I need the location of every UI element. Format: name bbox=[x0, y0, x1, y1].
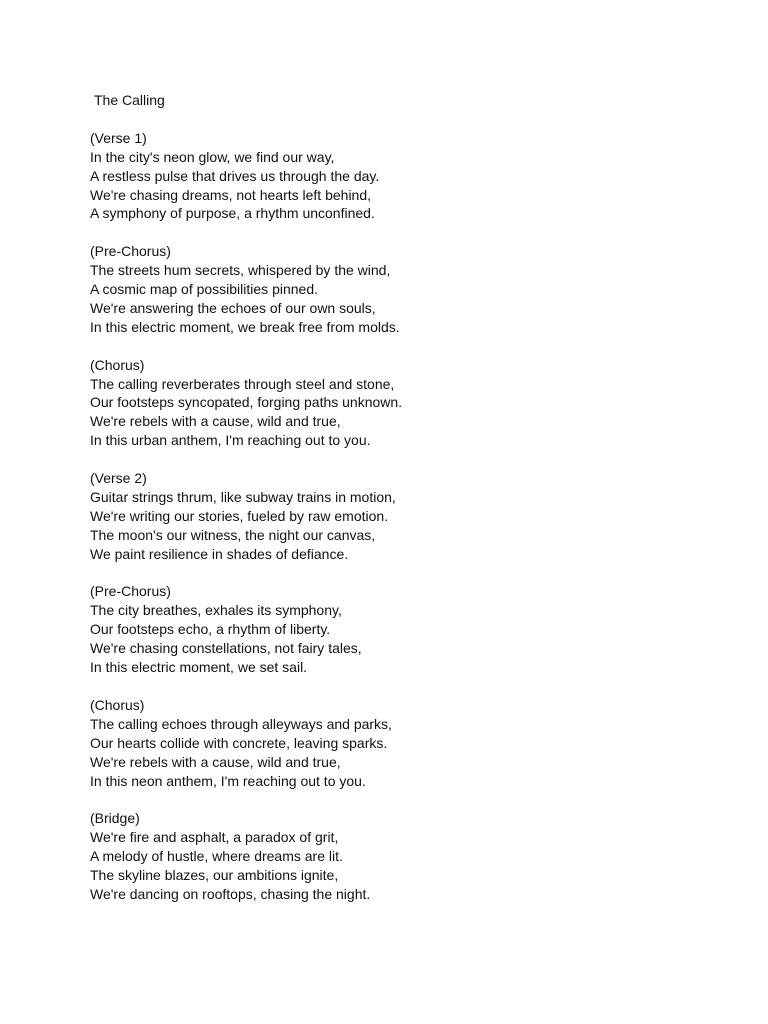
lyric-line: A restless pulse that drives us through the day. bbox=[90, 167, 380, 184]
stanza-label: (Chorus) bbox=[90, 356, 145, 373]
stanza-label: (Bridge) bbox=[90, 810, 140, 827]
lyric-line: Our hearts collide with concrete, leaving sparks. bbox=[90, 734, 388, 751]
lyric-line: We're writing our stories, fueled by raw emotion. bbox=[90, 507, 389, 524]
lyric-line: We're dancing on rooftops, chasing the night. bbox=[90, 885, 371, 902]
lyric-line: We paint resilience in shades of defiance. bbox=[90, 545, 349, 562]
lyric-line: We're chasing constellations, not fairy tales, bbox=[90, 640, 362, 657]
stanza-pre-chorus-2 bbox=[90, 582, 730, 677]
lyric-line: We're rebels with a cause, wild and true, bbox=[90, 753, 341, 770]
stanza-verse-2 bbox=[90, 469, 730, 564]
lyric-line: A melody of hustle, where dreams are lit. bbox=[90, 848, 343, 865]
lyric-line: A cosmic map of possibilities pinned. bbox=[90, 281, 318, 298]
lyric-line: The moon's our witness, the night our canvas, bbox=[90, 526, 376, 543]
stanza-chorus-1 bbox=[90, 356, 730, 451]
lyric-line: In this urban anthem, I'm reaching out to you. bbox=[90, 432, 371, 449]
lyric-line: In this electric moment, we break free from molds. bbox=[90, 318, 400, 335]
stanza-label: (Chorus) bbox=[90, 696, 145, 713]
lyric-line: The skyline blazes, our ambitions ignite, bbox=[90, 867, 339, 884]
lyric-line: Guitar strings thrum, like subway trains in motion, bbox=[90, 488, 396, 505]
stanza-label: (Pre-Chorus) bbox=[90, 583, 171, 600]
lyric-line: We're fire and asphalt, a paradox of grit, bbox=[90, 829, 339, 846]
lyric-line: We're answering the echoes of our own souls, bbox=[90, 299, 376, 316]
lyrics-body bbox=[90, 91, 730, 923]
song-title: The Calling bbox=[94, 92, 165, 108]
stanza-verse-1 bbox=[90, 129, 730, 224]
lyric-line: Our footsteps echo, a rhythm of liberty. bbox=[90, 621, 331, 638]
lyric-line: Our footsteps syncopated, forging paths unknown. bbox=[90, 394, 403, 411]
lyric-line: In the city's neon glow, we find our way, bbox=[90, 148, 335, 165]
stanza-label: (Verse 1) bbox=[90, 129, 147, 146]
stanza-label: (Verse 2) bbox=[90, 470, 147, 487]
stanza-bridge bbox=[90, 809, 730, 904]
lyric-line: The calling reverberates through steel and stone, bbox=[90, 375, 395, 392]
lyric-line: In this neon anthem, I'm reaching out to you. bbox=[90, 772, 366, 789]
lyric-line: The streets hum secrets, whispered by the wind, bbox=[90, 262, 391, 279]
lyric-line: In this electric moment, we set sail. bbox=[90, 659, 308, 676]
lyric-line: We're chasing dreams, not hearts left behind, bbox=[90, 186, 372, 203]
lyric-line: We're rebels with a cause, wild and true, bbox=[90, 413, 341, 430]
stanza-label: (Pre-Chorus) bbox=[90, 243, 171, 260]
stanza-pre-chorus-1 bbox=[90, 242, 730, 337]
lyric-line: The calling echoes through alleyways and parks, bbox=[90, 715, 392, 732]
lyric-line: A symphony of purpose, a rhythm unconfined. bbox=[90, 205, 375, 222]
stanza-chorus-2 bbox=[90, 696, 730, 791]
lyric-line: The city breathes, exhales its symphony, bbox=[90, 602, 342, 619]
